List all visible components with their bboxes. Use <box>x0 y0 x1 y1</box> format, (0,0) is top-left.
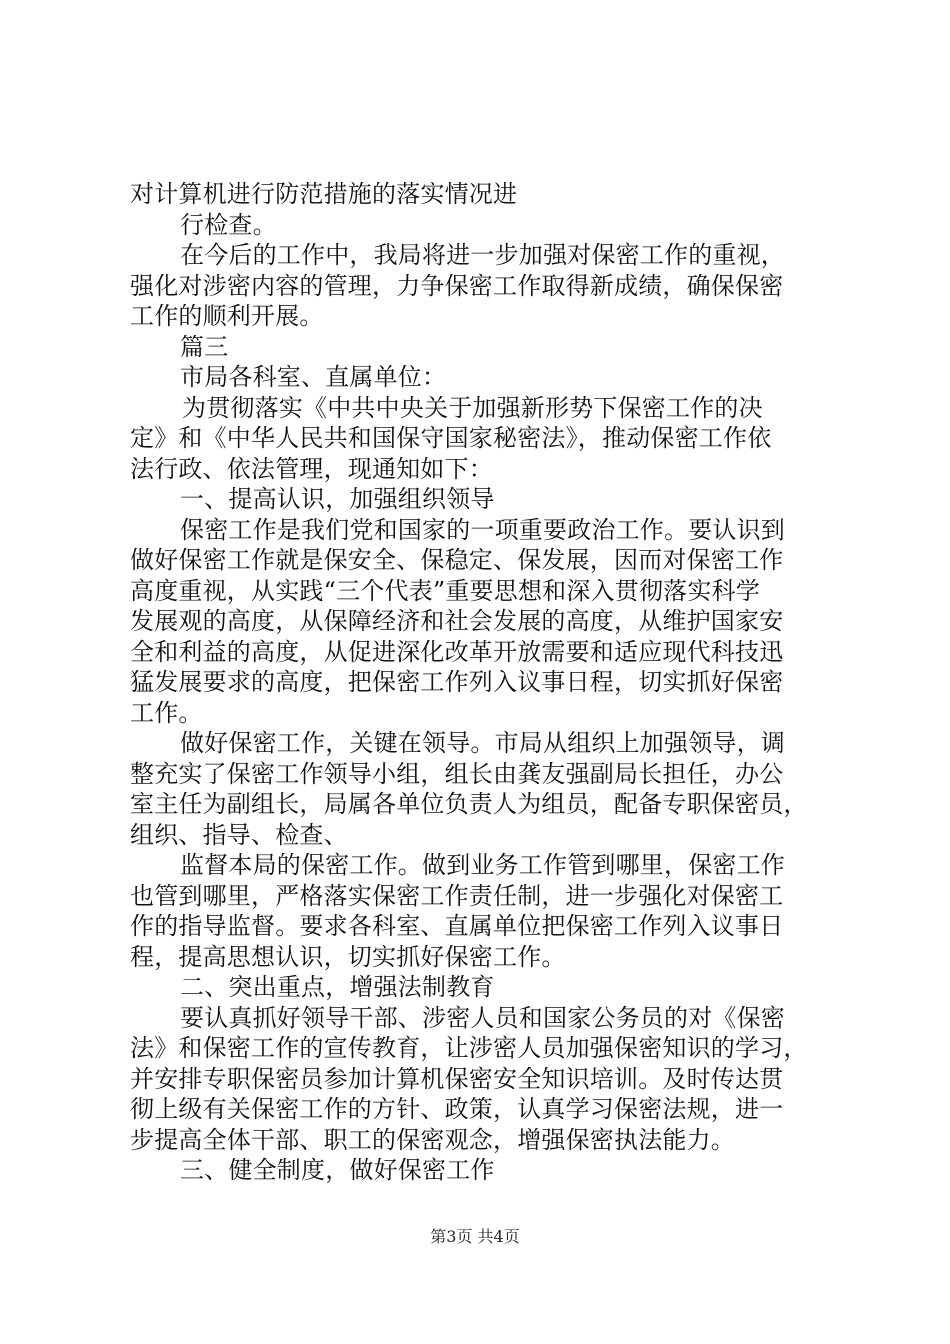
text-line: 工作。 <box>130 699 203 727</box>
text-line: 也管到哪里，严格落实保密工作责任制，进一步强化对保密工 <box>130 882 784 910</box>
text-line: 高度重视，从实践“三个代表”重要思想和深入贯彻落实科学 <box>130 577 760 605</box>
text-line: 彻上级有关保密工作的方针、政策，认真学习保密法规，进一 <box>130 1095 784 1123</box>
section-heading: 篇三 <box>180 333 229 361</box>
text-line: 组织、指导、检查、 <box>130 821 348 849</box>
text-line: 猛发展要求的高度，把保密工作列入议事日程，切实抓好保密 <box>130 668 784 696</box>
text-line: 并安排专职保密员参加计算机保密安全知识培训。及时传达贯 <box>130 1065 784 1093</box>
text-line: 法行政、依法管理，现通知如下： <box>130 455 493 483</box>
text-line: 监督本局的保密工作。做到业务工作管到哪里，保密工作 <box>180 851 785 879</box>
text-line: 强化对涉密内容的管理，力争保密工作取得新成绩，确保保密 <box>130 272 784 300</box>
section-heading: 一、提高认识，加强组织领导 <box>180 485 495 513</box>
text-line: 作的指导监督。要求各科室、直属单位把保密工作列入议事日 <box>130 912 784 940</box>
text-line: 法》和保密工作的宣传教育，让涉密人员加强保密知识的学习， <box>130 1034 808 1062</box>
text-line: 做好保密工作就是保安全、保稳定、保发展，因而对保密工作 <box>130 546 784 574</box>
text-line: 步提高全体干部、职工的保密观念，增强保密执法能力。 <box>130 1126 735 1154</box>
text-line: 室主任为副组长，局属各单位负责人为组员，配备专职保密员， <box>130 790 808 818</box>
text-line: 定》和《中华人民共和国保守国家秘密法》，推动保密工作依 <box>130 424 772 452</box>
section-heading: 二、突出重点，增强法制教育 <box>180 973 495 1001</box>
text-line: 行检查。 <box>180 211 277 239</box>
text-line: 在今后的工作中，我局将进一步加强对保密工作的重视， <box>180 241 785 269</box>
text-line: 整充实了保密工作领导小组，组长由龚友强副局长担任，办公 <box>130 760 784 788</box>
text-line: 发展观的高度，从保障经济和社会发展的高度，从维护国家安 <box>130 607 784 635</box>
page-number-footer: 第3页 共4页 <box>430 1227 520 1246</box>
text-line: 要认真抓好领导干部、涉密人员和国家公务员的对《保密 <box>180 1004 785 1032</box>
text-line: 为贯彻落实《中共中央关于加强新形势下保密工作的决 <box>182 394 763 422</box>
text-line: 对计算机进行防范措施的落实情况进 <box>130 180 518 208</box>
text-line: 全和利益的高度，从促进深化改革开放需要和适应现代科技迅 <box>130 638 784 666</box>
text-line: 工作的顺利开展。 <box>130 302 324 330</box>
text-line: 程，提高思想认识，切实抓好保密工作。 <box>130 943 566 971</box>
section-heading: 三、健全制度，做好保密工作 <box>180 1156 495 1184</box>
addressee-line: 市局各科室、直属单位： <box>180 363 447 391</box>
text-line: 做好保密工作，关键在领导。市局从组织上加强领导，调 <box>180 729 785 757</box>
text-line: 保密工作是我们党和国家的一项重要政治工作。要认识到 <box>180 516 785 544</box>
